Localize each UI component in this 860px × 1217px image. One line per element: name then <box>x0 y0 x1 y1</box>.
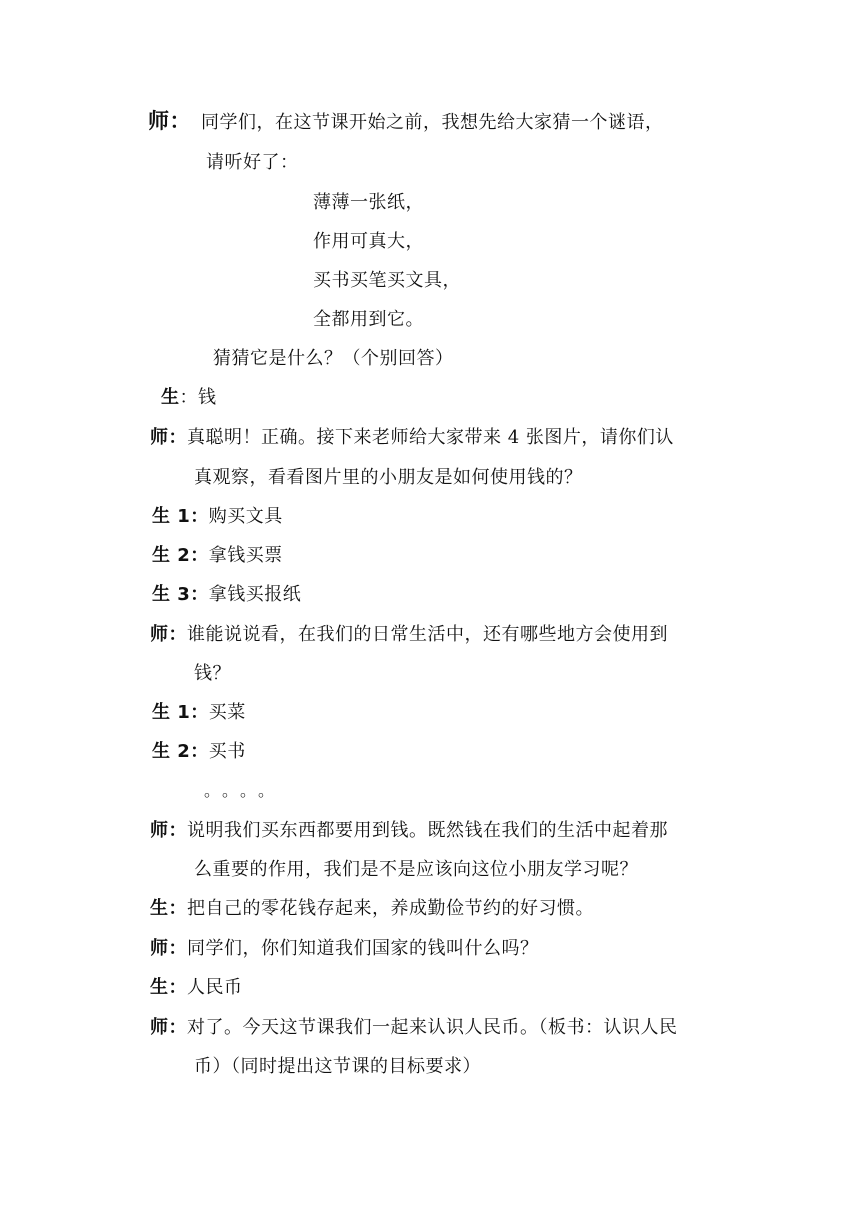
speaker-label-teacher: 师： <box>150 820 187 841</box>
dialogue-line-teacher-2-cont <box>194 465 583 491</box>
dialogue-line-teacher-2 <box>150 425 674 451</box>
line-text: 买书 <box>208 741 246 762</box>
line-text: 真聪明！正确。接下来老师给大家带来 4 张图片，请你们认 <box>187 427 674 448</box>
guess-prompt <box>213 346 454 372</box>
line-text: 么重要的作用，我们是不是应该向这位小朋友学习呢？ <box>194 859 638 880</box>
dialogue-line-teacher-6 <box>150 1015 678 1041</box>
dialogue-line-teacher-3-cont <box>194 661 231 687</box>
dialogue-line-teacher-5 <box>150 936 539 962</box>
dialogue-line-student-1b <box>152 700 246 726</box>
line-text: 同学们，你们知道我们国家的钱叫什么吗？ <box>187 938 539 959</box>
dialogue-line-teacher-6-cont <box>194 1054 481 1080</box>
speaker-label-teacher: 师： <box>148 109 191 133</box>
line-text: 薄薄一张纸， <box>313 192 424 213</box>
line-text: 说明我们买东西都要用到钱。既然钱在我们的生活中起着那 <box>187 820 668 841</box>
line-text: 。。。。 <box>204 781 285 800</box>
riddle-line-1 <box>313 190 424 216</box>
speaker-label-student-1: 生 1： <box>152 702 209 723</box>
line-text: 全都用到它。 <box>313 309 424 330</box>
line-text: 把自己的零花钱存起来，养成勤俭节约的好习惯。 <box>187 898 594 919</box>
line-text: 作用可真大， <box>313 231 424 252</box>
speaker-label-teacher: 师： <box>150 938 187 959</box>
line-text: 对了。今天这节课我们一起来认识人民币。（板书：认识人民 <box>187 1017 678 1038</box>
riddle-line-3 <box>313 268 461 294</box>
riddle-line-2 <box>313 229 424 255</box>
dialogue-line-student-5 <box>150 975 243 1001</box>
dialogue-line-teacher-4-cont <box>194 857 638 883</box>
speaker-label-student-3: 生 3： <box>152 584 209 605</box>
line-text: 币）（同时提出这节课的目标要求） <box>194 1056 481 1077</box>
speaker-label-student: 生： <box>150 898 187 919</box>
line-text: 拿钱买票 <box>208 545 283 566</box>
dialogue-line-1 <box>148 108 664 136</box>
dialogue-line-teacher-3 <box>150 622 668 648</box>
line-text: 钱？ <box>194 663 231 684</box>
speaker-label-student: 生 <box>161 387 180 408</box>
riddle-line-4 <box>313 307 424 333</box>
dialogue-line-student-2b <box>152 739 246 765</box>
speaker-label-student-2: 生 2： <box>152 741 209 762</box>
dialogue-line-student <box>161 385 217 411</box>
line-text: 真观察，看看图片里的小朋友是如何使用钱的？ <box>194 467 583 488</box>
line-text: 猜猜它是什么？（个别回答） <box>213 348 454 369</box>
dialogue-line-student-3 <box>152 582 301 608</box>
speaker-label-student-2: 生 2： <box>152 545 209 566</box>
dialogue-line-student-4 <box>150 896 594 922</box>
dialogue-line-1-cont <box>206 150 299 176</box>
line-text: 同学们，在这节课开始之前，我想先给大家猜一个谜语， <box>201 112 664 133</box>
ellipsis-dots <box>204 778 284 804</box>
line-text: 买菜 <box>208 702 246 723</box>
speaker-label-student: 生： <box>150 977 187 998</box>
line-text: 拿钱买报纸 <box>208 584 302 605</box>
dialogue-line-student-1 <box>152 504 283 530</box>
speaker-label-student-1: 生 1： <box>152 506 209 527</box>
line-text: 请听好了： <box>206 152 299 173</box>
speaker-label-teacher: 师： <box>150 1017 187 1038</box>
line-text: 买书买笔买文具， <box>313 270 461 291</box>
line-text: 谁能说说看，在我们的日常生活中，还有哪些地方会使用到 <box>187 624 668 645</box>
speaker-label-teacher: 师： <box>150 427 187 448</box>
dialogue-line-teacher-4 <box>150 818 668 844</box>
speaker-label-teacher: 师： <box>150 624 187 645</box>
line-text: ：钱 <box>179 387 217 408</box>
dialogue-line-student-2 <box>152 543 283 569</box>
line-text: 人民币 <box>187 977 243 998</box>
line-text: 购买文具 <box>208 506 283 527</box>
